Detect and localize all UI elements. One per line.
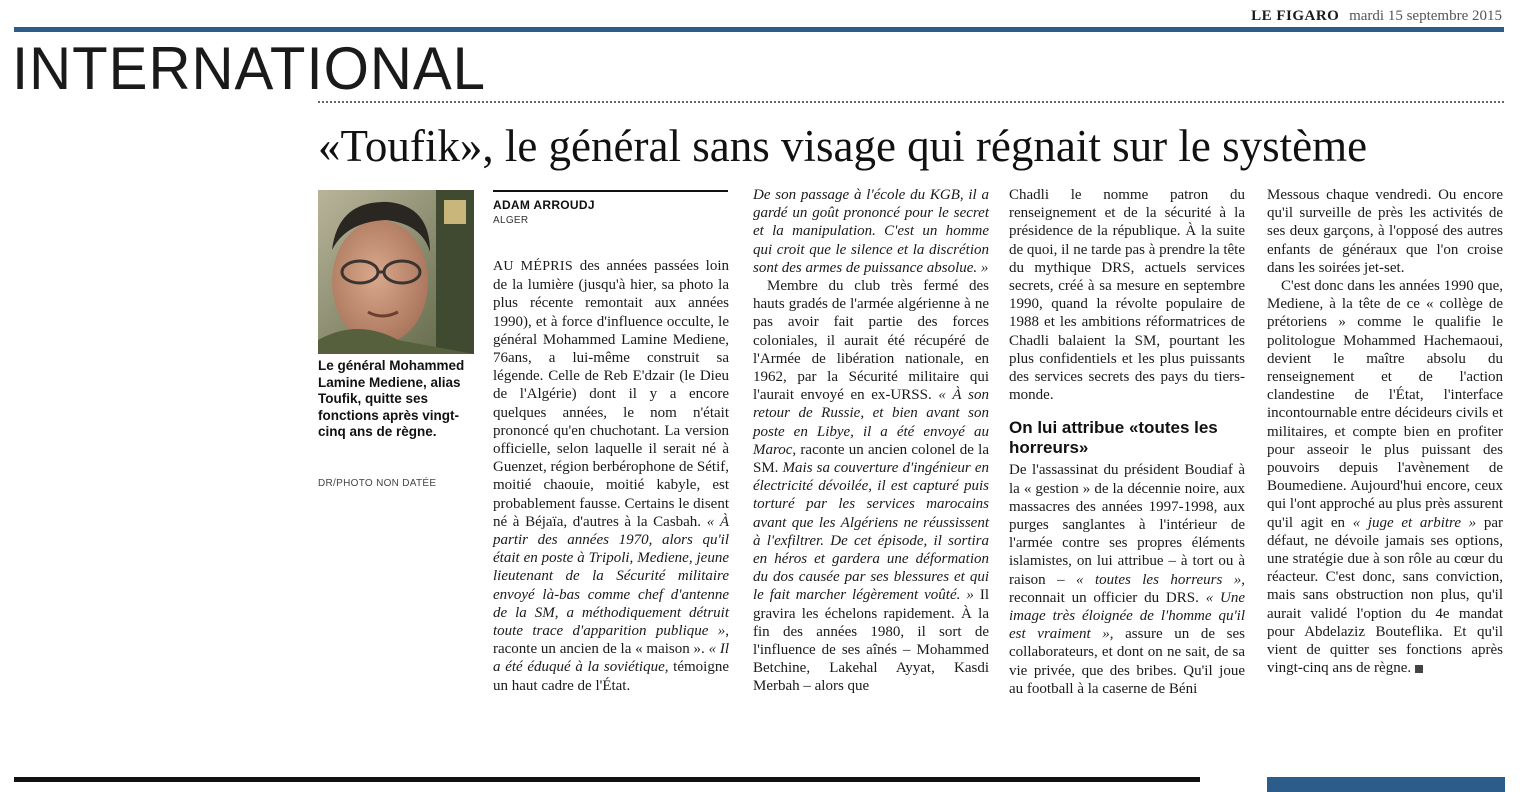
- author-location: ALGER: [493, 215, 529, 226]
- quote-span: « À partir des années 1970, alors qu'il était en poste à Tripoli, Mediene, jeune lieutenant de la Sécurité militaire envoyé là-bas comme chef d'antenne de la SM, a méthodiquement détruit toute trace d'apparition publique »: [493, 513, 729, 640]
- masthead: [1251, 8, 1502, 25]
- text-span: Membre du club très fermé des hauts gradés de l'armée algérienne à ne pas avoir fait partie des forces coloniales, il aurait été récupéré de l'Armée de libération nationale, en 1962, par la Sécurité militaire qui l'aurait envoyé en ex-URSS.: [753, 278, 989, 404]
- article-column-1: [493, 257, 729, 695]
- quote-span: Mais sa couverture d'ingénieur en électricité dévoilée, il est capturé puis torturé par les services marocains avant que les Algériens ne réussissent à l'exfiltrer. De cet épisode, il sortira en héros et gardera une déformation du dos causée par ses blessures et qui le fait marcher légèrement voûté. »: [753, 460, 990, 604]
- photo-caption: Le général Mohammed Lamine Mediene, alias Toufik, quitte ses fonctions après vingt-cinq ans de règne.: [318, 358, 465, 439]
- article-subhead: On lui attribue «toutes les horreurs»: [1009, 418, 1218, 458]
- text-span: Chadli le nomme patron du renseignement et de la sécurité à la présidence de la république. À la suite de quoi, il ne tarde pas à prendre la tête du mythique DRS, actuels services secrets, créé à sa mesure en septembre 1990, quand la révolte populaire de 1988 et les ambitions réformatrices de Chadli balaient la SM, pourtant les plus confidentiels et les plus puissants des services secrets des pays du tiers-monde.: [1009, 187, 1245, 404]
- byline-rule: [493, 190, 728, 192]
- article-column-3: [1009, 186, 1245, 698]
- text-span: , assure un de ses collaborateurs, et dont on ne sait, de sa vie privée, que des bribes. Qu'il joue au football à la caserne de Béni: [1009, 626, 1245, 697]
- article-photo: [318, 190, 474, 354]
- text-span: De l'assassinat du président Boudiaf à la « gestion » de la décennie noire, aux massacres des années 1997-1998, aux purges sanglantes à l'intérieur de l'armée contre ses propres éléments islamistes, on lui attribue – à tort ou à raison –: [1009, 462, 1245, 588]
- header-rule: [14, 27, 1504, 32]
- text-span: Il gravira les échelons rapidement. À la fin des années 1980, il sort de l'influence de ses aînés – Mohammed Betchine, Lakehal Ayyat, Kasdi Merbah – alors que: [753, 587, 989, 695]
- quote-span: « juge et arbitre »: [1352, 514, 1477, 531]
- text-span: raconte un ancien colonel de la SM.: [753, 441, 989, 477]
- text-span: par défaut, ne dévoile jamais ses options, une stratégie due à son rôle au cœur du réacteur. C'est donc, sans conviction, mais sans obstruction non plus, qu'il aurait validé l'option du 4e mandat pour Abdelaziz Bouteflika. Et qu'il vient de quitter ses fonctions après vingt-cinq ans de règne.: [1267, 514, 1503, 677]
- quote-span: « toutes les horreurs »: [1076, 571, 1242, 588]
- text-span: Messous chaque vendredi. Ou encore qu'il surveille de près les activités de ses deux garçons, à l'opposé des autres enfants de généraux que l'on croise dans les soirées jet-set.: [1267, 187, 1503, 276]
- end-of-article-square-icon: [1415, 665, 1423, 673]
- article-column-4: [1267, 186, 1503, 677]
- masthead-date: mardi 15 septembre 2015: [1349, 8, 1502, 24]
- quote-span: « Il a été éduqué à la soviétique,: [493, 641, 730, 676]
- text-span: C'est donc dans les années 1990 que, Mediene, à la tête de ce « collège de prétoriens » comme le qualifie le politologue Mohammed Hachemaoui, devient le maître absolu du renseignement et de l'action clandestine de l'État, l'interface incontournable entre décideurs civils et militaires, et compte bien en profiter pour asseoir le plus puissant des pouvoirs depuis l'avènement de Boumediene. Aujourd'hui encore, ceux qui l'ont approché au plus près assurent qu'il agit en: [1267, 278, 1503, 531]
- section-title: INTERNATIONAL: [12, 35, 486, 102]
- lead-in: AU MÉPRIS: [493, 259, 573, 274]
- text-span: des années passées loin de la lumière (jusqu'à hier, sa photo la plus récente remontait aux années 1990), et à force d'influence occulte, le général Mohammed Lamine Mediene, 76ans, a lui-même construit sa légende. Celle de Reb E'dzair (le Dieu de l'Algérie) dont il y a encore quelques années, le nom n'était prononcé qu'en chuchotant. La version officielle, selon laquelle il serait né à Guenzet, région berbérophone de Sétif, moitié chaouie, moitié kabyle, est probablement fausse. Certains le disent né à Béjaïa, d'autres à la Casbah.: [493, 258, 729, 530]
- text-span: témoigne un haut cadre de l'État.: [493, 659, 729, 694]
- text-span: , raconte un ancien de la « maison ».: [493, 623, 729, 658]
- article-headline: «Toufik», le général sans visage qui régnait sur le système: [318, 121, 1368, 171]
- general-portrait-image: [318, 190, 474, 354]
- quote-span: « Une image très éloignée de l'homme qu'il est vraiment »: [1009, 589, 1245, 643]
- bottom-rule: [14, 777, 1200, 782]
- photo-credit: DR/PHOTO NON DATÉE: [318, 478, 437, 489]
- text-span: , reconnait un officier du DRS.: [1009, 571, 1245, 606]
- masthead-brand: LE FIGARO: [1251, 8, 1340, 24]
- quote-span: De son passage à l'école du KGB, il a gardé un goût prononcé pour le secret et la manipulation. C'est un homme qui croit que le silence et la discrétion sont des armes de puissance absolue. »: [753, 187, 989, 276]
- quote-span: « À son retour de Russie, et bien avant son poste en Libye, il a été envoyé au Maroc,: [753, 387, 990, 458]
- dotted-divider: [318, 101, 1504, 103]
- next-section-box: [1267, 777, 1505, 792]
- article-column-2: [753, 186, 989, 696]
- author-byline: ADAM ARROUDJ: [493, 198, 595, 212]
